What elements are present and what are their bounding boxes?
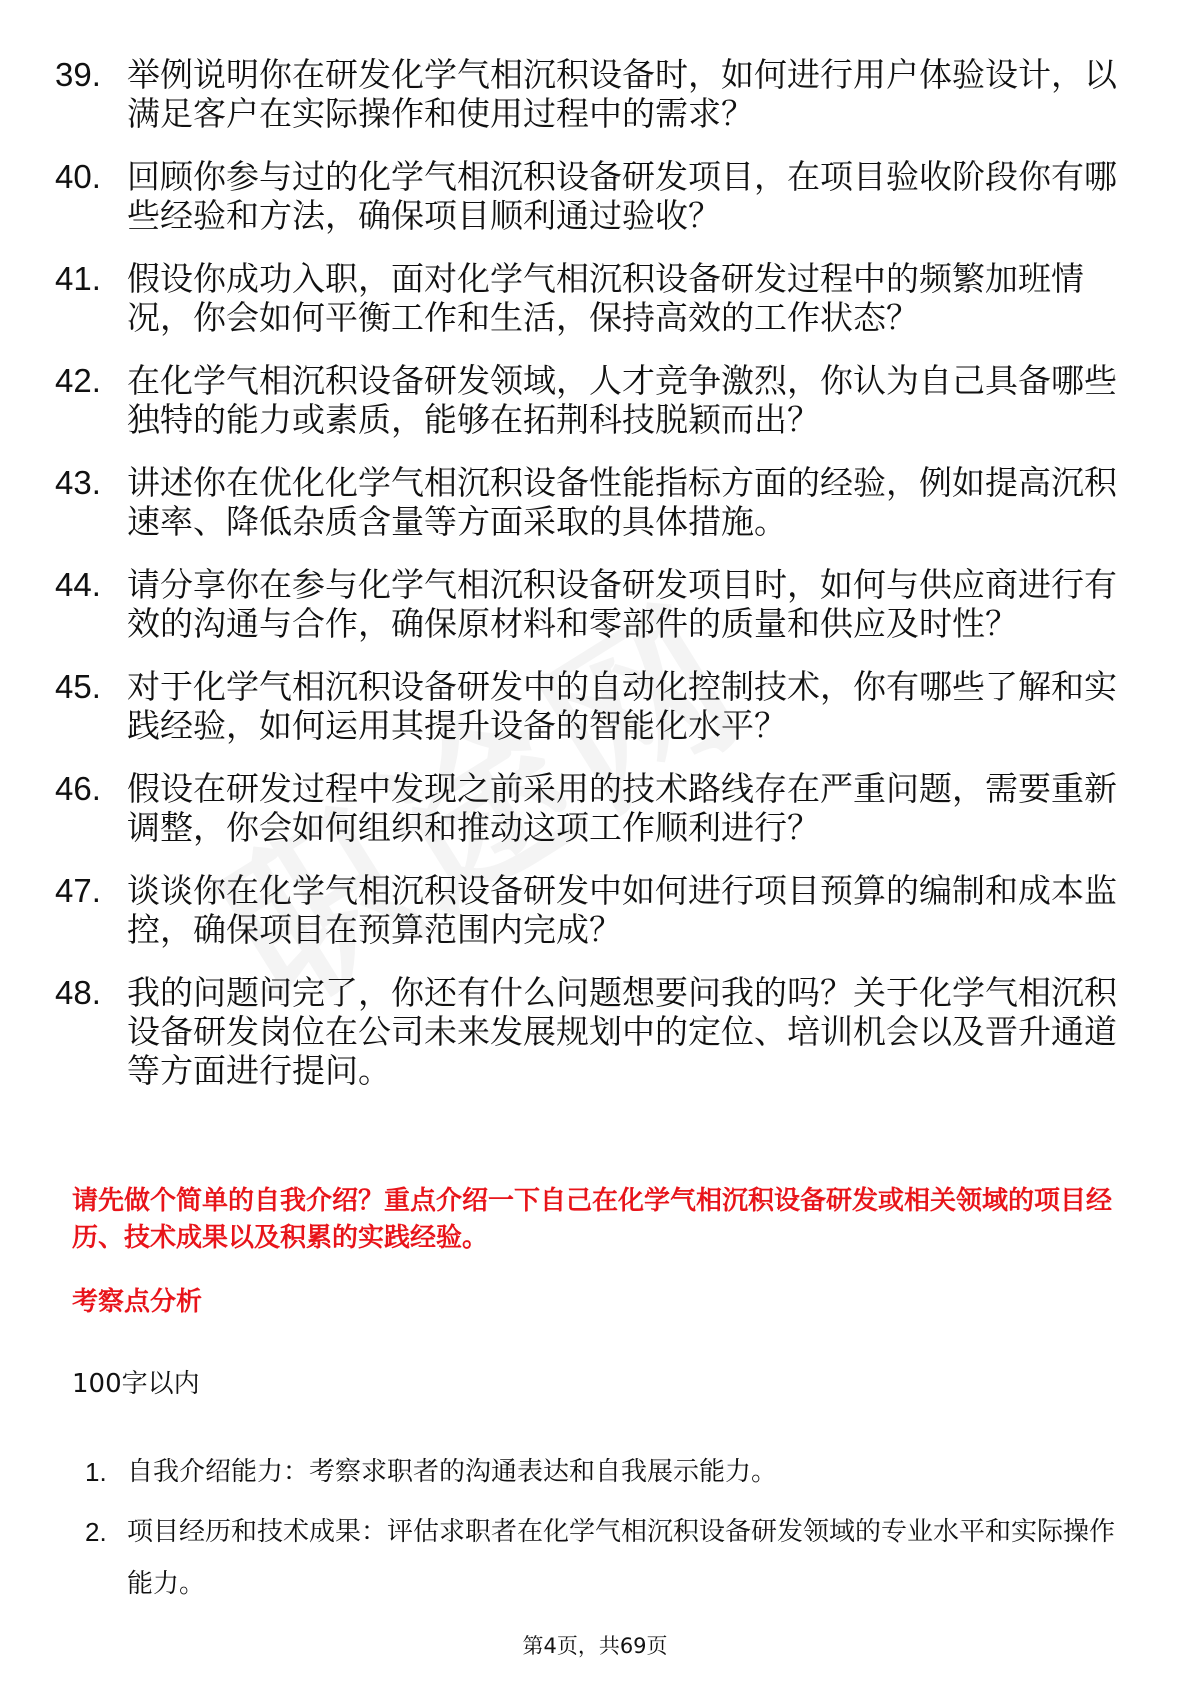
question-item [55,55,1135,133]
question-item [55,463,1135,541]
analysis-heading: 考察点分析 [72,1287,203,1317]
intro-prompt: 请先做个简单的自我介绍？重点介绍一下自己在化学气相沉积设备研发或相关领域的项目经历、技术成果以及积累的实践经验。 [72,1186,1113,1253]
question-number: 41. [55,260,101,297]
question-item [55,157,1135,235]
question-item [55,973,1135,1090]
point-number: 2. [85,1517,107,1547]
word-limit: 100字以内 [72,1369,200,1399]
question-text: 请分享你在参与化学气相沉积设备研发项目时，如何与供应商进行有效的沟通与合作，确保原材料和零部件的质量和供应及时性？ [127,565,1117,643]
question-item [55,769,1135,847]
question-number: 47. [55,872,101,909]
question-number: 44. [55,566,101,603]
question-text: 回顾你参与过的化学气相沉积设备研发项目，在项目验收阶段你有哪些经验和方法，确保项目顺利通过验收？ [127,157,1117,235]
question-text: 举例说明你在研发化学气相沉积设备时，如何进行用户体验设计，以满足客户在实际操作和使用过程中的需求？ [127,55,1117,133]
question-text: 谈谈你在化学气相沉积设备研发中如何进行项目预算的编制和成本监控，确保项目在预算范围内完成？ [127,871,1117,949]
question-number: 43. [55,464,101,501]
question-number: 45. [55,668,101,705]
question-number: 48. [55,974,101,1011]
question-number: 39. [55,56,101,93]
analysis-point [85,1446,1125,1498]
question-item [55,259,1135,337]
point-number: 1. [85,1457,107,1487]
question-text: 假设你成功入职，面对化学气相沉积设备研发过程中的频繁加班情况，你会如何平衡工作和生活，保持高效的工作状态？ [127,259,1084,337]
point-text: 项目经历和技术成果：评估求职者在化学气相沉积设备研发领域的专业水平和实际操作能力。 [127,1517,1116,1599]
question-item [55,667,1135,745]
question-text: 我的问题问完了，你还有什么问题想要问我的吗？关于化学气相沉积设备研发岗位在公司未来发展规划中的定位、培训机会以及晋升通道等方面进行提问。 [127,973,1117,1090]
question-text: 对于化学气相沉积设备研发中的自动化控制技术，你有哪些了解和实践经验，如何运用其提升设备的智能化水平？ [127,667,1117,745]
question-text: 讲述你在优化化学气相沉积设备性能指标方面的经验，例如提高沉积速率、降低杂质含量等方面采取的具体措施。 [127,463,1117,541]
point-text: 自我介绍能力：考察求职者的沟通表达和自我展示能力。 [127,1457,778,1487]
analysis-point [85,1506,1125,1610]
question-item [55,871,1135,949]
question-list [55,55,1135,1114]
analysis-points [85,1446,1125,1618]
question-text: 假设在研发过程中发现之前采用的技术路线存在严重问题，需要重新调整，你会如何组织和推动这项工作顺利进行？ [127,769,1117,847]
question-item [55,565,1135,643]
question-text: 在化学气相沉积设备研发领域，人才竞争激烈，你认为自己具备哪些独特的能力或素质，能够在拓荆科技脱颖而出？ [127,361,1117,439]
page-footer: 第4页，共69页 [522,1634,668,1658]
question-number: 46. [55,770,101,807]
question-item [55,361,1135,439]
question-number: 40. [55,158,101,195]
question-number: 42. [55,362,101,399]
